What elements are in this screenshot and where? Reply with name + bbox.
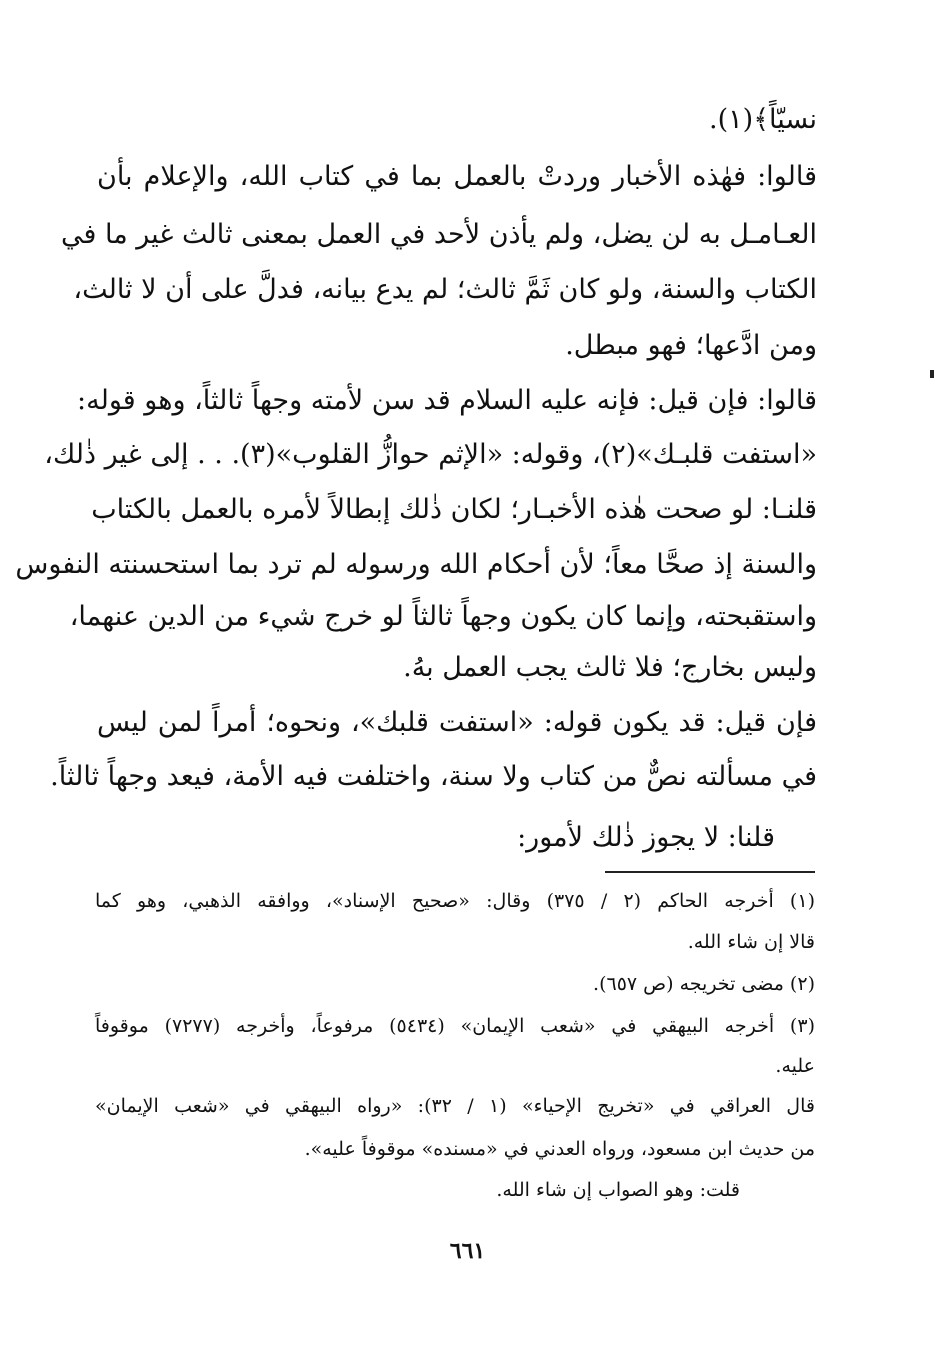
body-line-13: في مسألته نصٌّ من كتاب ولا سنة، واختلفت فيه الأمة، فيعد وجهاً ثالثاً. bbox=[50, 761, 817, 792]
body-line-10: واستقبحته، وإنما كان يكون وجهاً ثالثاً لو خرج شيء من الدين عنهما، bbox=[69, 601, 817, 632]
body-line-4: الكتاب والسنة، ولو كان ثَمَّ ثالث؛ لم يدع بيانه، فدلَّ على أن لا ثالث، bbox=[73, 274, 817, 305]
footnote-separator bbox=[605, 871, 815, 873]
body-line-6: قالوا: فإن قيل: فإنه عليه السلام قد سن لأمته وجهاً ثالثاً، وهو قوله: bbox=[77, 385, 817, 416]
footnote-line-1: (١) أخرجه الحاكم (٢ / ٣٧٥) وقال: «صحيح الإسناد»، ووافقه الذهبي، وهو كما bbox=[95, 890, 815, 912]
body-line-7: «استفت قلبـك»(٢)، وقوله: «الإثم حوازُّ القلوب»(٣). . . إلى غير ذٰلك، bbox=[44, 439, 817, 470]
body-line-11: وليس بخارج؛ فلا ثالث يجب العمل بهُ. bbox=[403, 652, 817, 683]
body-line-12: فإن قيل: قد يكون قوله: «استفت قلبك»، ونحوه؛ أمراً لمن ليس bbox=[97, 707, 817, 738]
margin-ink-mark bbox=[930, 370, 934, 378]
footnote-line-7: من حديث ابن مسعود، ورواه العدني في «مسنده» موقوفاً عليه». bbox=[304, 1138, 815, 1160]
body-line-2: قالوا: فهٰذه الأخبار وردتْ بالعمل بما في كتاب الله، والإعلام بأن bbox=[97, 161, 817, 192]
footnote-line-8: قلت: وهو الصواب إن شاء الله. bbox=[496, 1179, 740, 1201]
footnote-line-2: قالا إن شاء الله. bbox=[687, 931, 815, 953]
footnote-line-5: عليه. bbox=[775, 1055, 815, 1077]
body-line-5: ومن ادَّعها؛ فهو مبطل. bbox=[565, 330, 817, 361]
body-line-9: والسنة إذ صحَّا معاً؛ لأن أحكام الله ورسوله لم ترد بما استحسنته النفوس bbox=[15, 549, 817, 580]
body-line-8: قلنـا: لو صحت هٰذه الأخبـار؛ لكان ذٰلك إبطالاً لأمره بالعمل بالكتاب bbox=[91, 494, 817, 525]
footnote-line-4: (٣) أخرجه البيهقي في «شعب الإيمان» (٥٤٣٤) مرفوعاً، وأخرجه (٧٢٧٧) موقوفاً bbox=[95, 1015, 815, 1037]
page-number: ٦٦١ bbox=[449, 1238, 486, 1264]
footnote-line-6: قال العراقي في «تخريج الإحياء» (١ / ٣٢): «رواه البيهقي في «شعب الإيمان» bbox=[95, 1095, 815, 1117]
footnote-line-3: (٢) مضى تخريجه (ص ٦٥٧). bbox=[593, 973, 815, 995]
body-line-14: قلنا: لا يجوز ذٰلك لأمور: bbox=[517, 822, 775, 853]
body-line-3: العـامـل به لن يضل، ولم يأذن لأحد في العمل بمعنى ثالث غير ما في bbox=[61, 219, 817, 250]
body-line-1: نسيّاً﴾(١). bbox=[709, 104, 817, 135]
